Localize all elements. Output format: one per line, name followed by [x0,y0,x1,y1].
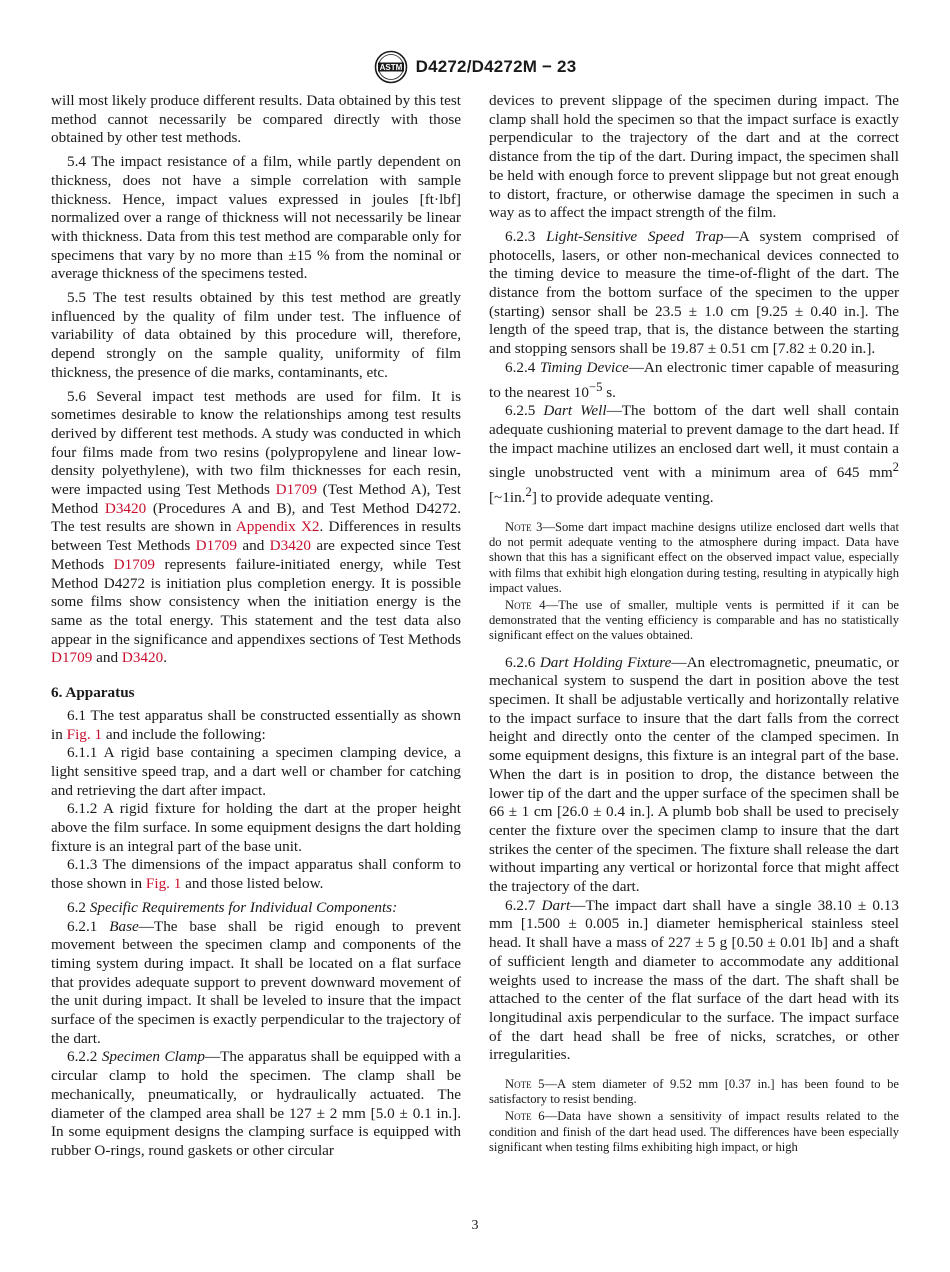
superscript: 2 [892,460,899,475]
link-d3420[interactable]: D3420 [104,499,147,517]
note-text: —Data have shown a sensitivity of impact results related to the condition and finish of the dart head used. The differences have been especially significant when testing films exhibiting high impact, or high [489,1109,899,1154]
clause-number: 6.2.7 [505,896,542,914]
text-run: and those listed below. [181,875,324,893]
text-run: and [237,537,270,555]
paragraph-6-2-3 [489,228,899,359]
paragraph-6-1-2: 6.1.2 A rigid fixture for holding the dart at the proper height above the film surface. In some equipment designs the dart holding fixture is an integral part of the base unit. [51,800,461,855]
clause-text: ] to provide adequate venting. [531,489,714,507]
superscript: −5 [588,379,603,394]
link-fig-1[interactable]: Fig. 1 [66,725,103,743]
right-column [489,92,899,1155]
note-label: Note 5 [505,1077,545,1092]
link-d1709[interactable]: D1709 [113,555,156,573]
clause-title: Specific Requirements for Individual Components: [89,898,398,916]
paragraph-6-2-2 [51,1048,461,1160]
page-number: 3 [471,1218,479,1233]
clause-text: [~1in. [489,489,526,507]
paragraph-6-1-1: 6.1.1 A rigid base containing a specimen clamping device, a light sensitive speed trap, and a dart well or chamber for catching and retrieving the dart after impact. [51,744,461,799]
paragraph-5-5: 5.5 The test results obtained by this test method are greatly influenced by the quality of film under test. The influence of variability of data obtained by this procedure will, therefore, depend strongly on the sample quality, uniformity of film thickness, the presence of die marks, contaminants, etc. [51,289,461,381]
page-header [0,50,950,84]
clause-text: s. [602,383,616,401]
text-run: 6.1.3 The dimensions of the impact apparatus shall conform to those shown in [51,856,461,893]
paragraph-5-6 [51,388,461,669]
paragraph-6-1 [51,707,461,744]
paragraph-6-1-3 [51,856,461,893]
clause-number: 6.2 [67,898,90,916]
link-d1709[interactable]: D1709 [275,481,317,499]
paragraph-6-2-7 [489,897,899,1065]
note-text: —The use of smaller, multiple vents is permitted if it can be demonstrated that the venting efficiency is comparable and has no statistically significant effect on the values obtained. [489,597,899,643]
clause-title: Timing Device [539,358,629,376]
note-6 [489,1109,899,1155]
clause-text: —An electronic timer capable of measuring to the nearest 10 [489,358,899,401]
clause-number: 6.2.5 [505,402,544,420]
clause-number: 6.2.2 [67,1048,102,1066]
clause-title: Specimen Clamp [101,1048,205,1066]
svg-text:ASTM: ASTM [379,63,402,72]
note-label: Note 4 [505,597,546,612]
note-4 [489,598,899,644]
link-d1709[interactable]: D1709 [51,649,93,667]
note-5 [489,1077,899,1107]
paragraph-6-2-1 [51,918,461,1049]
paragraph-5-4: 5.4 The impact resistance of a film, while partly dependent on thickness, does not have a simple correlation with sample thickness. Hence, impact values expressed in joules [ft·lbf] normalized over a range of thickness will not necessarily be linear with thickness. Data from this test method are comparable only for specimens that vary by no more than ±15 % from the nominal or average thickness of the specimens tested. [51,153,461,283]
clause-number: 6.2.4 [505,358,540,376]
clause-title: Dart Well [543,402,607,420]
text-run: . [163,649,168,667]
clause-title: Base [109,917,139,935]
text-run: 5.6 Several impact test methods are used for film. It is sometimes desirable to know the relationships among test results derived by different test methods. A study was conducted in which four films made from two resins (polypropylene and linear low-density polyethylene), with two film thicknesses for each resin, were impacted using Test Methods [51,387,461,499]
paragraph-6-2-6 [489,654,899,897]
note-text: —Some dart impact machine designs utilize enclosed dart wells that do not permit adequate venting to the atmosphere during impact. Data have shown that this has a significant effect on the observed impact value, especially with films that exhibit high elongation during testing, resulting in atypically high impact values. [489,519,899,595]
superscript: 2 [525,485,532,500]
clause-number: 6.2.6 [505,653,540,671]
text-run: and include the following: [102,725,266,743]
paragraph-continuation: will most likely produce different results. Data obtained by this test method cannot necessarily be compared directly with those obtained by other test methods. [51,92,461,147]
paragraph-6-2 [51,899,461,918]
clause-text: —The impact dart shall have a single 38.10 ± 0.13 mm [1.500 ± 0.005 in.] diameter hemispherical stainless steel head. It shall have a mass of 227 ± 5 g [0.50 ± 0.01 lb] and a shaft of sufficient length and diameter to accommodate any additional weights used to increase the mass of the dart. The shaft shall be attached to the center of the flat surface of the dart head with its longitudinal axis perpendicular to the surface. The impact surface of the dart head shall be free of nicks, scratches, or other irregularities. [489,896,899,1064]
astm-logo-icon [374,50,408,84]
paragraph-6-2-5 [489,402,899,508]
text-run: . Differences in results between Test Methods [51,518,461,555]
clause-text: —The bottom of the dart well shall contain adequate cushioning material to prevent damage to the dart head. If the impact machine utilizes an enclosed dart well, it must contain a single unobstructed vent with a minimum area of 645 mm [489,402,900,482]
link-fig-1[interactable]: Fig. 1 [145,875,182,893]
text-run: 6.1 The test apparatus shall be constructed essentially as shown in [51,706,461,743]
text-run: (Test Method A), Test Method [51,481,461,517]
paragraph-6-2-4 [489,359,899,402]
text-run: are expected since Test Methods [51,537,461,573]
text-run: represents failure-initiated energy, while Test Method D4272 is initiation plus completion energy. It is possible some films show consistency when the initiation energy is the same as the total energy. This statement and the test data also appear in the significance and appendixes sections of Test Methods [51,555,461,648]
link-appendix-x2[interactable]: Appendix X2 [235,518,320,536]
text-run: (Procedures A and B), and Test Method D4272. The test results are shown in [51,499,461,536]
note-label: Note 3 [505,519,543,534]
section-heading-apparatus: 6. Apparatus [51,684,135,702]
text-run: and [92,649,122,667]
clause-number: 6.2.3 [505,227,547,245]
note-text: —A stem diameter of 9.52 mm [0.37 in.] has been found to be satisfactory to resist bending. [489,1077,899,1107]
link-d3420[interactable]: D3420 [269,537,311,555]
left-column [51,92,461,1161]
clause-number: 6.2.1 [67,917,110,935]
clause-text: —An electromagnetic, pneumatic, or mechanical system to suspend the dart in position above the test specimen. It shall be adjustable vertically and horizontally relative to the impact surface to insure that the dart falls from the correct height and directly onto the center of the clamped specimen. In some equipment designs, this fixture is an integral part of the base. When the dart is in position to drop, the distance between the lower tip of the dart and the upper surface of the specimen shall be 66 ± 1 cm [26.0 ± 0.4 in.]. A plumb bob shall be used to precisely center the fixture over the specimen clamp to insure that the dart strikes the center of the specimen. The fixture shall release the dart without imparting any vertical or horizontal force that might affect the trajectory of the dart. [489,653,900,896]
clause-text: —The apparatus shall be equipped with a circular clamp to hold the specimen. The clamp shall be mechanically, pneumatically, or hydraulically actuated. The diameter of the clamped area shall be 127 ± 2 mm [5.0 ± 0.1 in.]. In some equipment designs the clamping surface is equipped with rubber O-rings, round gaskets or other circular [51,1048,461,1159]
clause-title: Dart Holding Fixture [539,653,672,671]
note-label: Note 6 [505,1109,545,1124]
clause-text: —The base shall be rigid enough to prevent movement between the specimen clamp and components of the timing system during impact. It shall be located on a flat surface that provides adequate support to prevent downward movement of the unit during impact. It shall be leveled to insure that the impact surface of the specimen is exactly perpendicular to the trajectory of the dart. [51,917,462,1047]
paragraph-continuation: devices to prevent slippage of the specimen during impact. The clamp shall hold the specimen so that the impact surface is exactly perpendicular to the trajectory of the dart and at the correct distance from the tip of the dart. During impact, the specimen shall be held with enough force to prevent slippage but not great enough to distort, fracture, or otherwise damage the specimen in such a way as to affect the impact strength of the film. [489,92,899,222]
link-d1709[interactable]: D1709 [195,537,237,555]
note-3 [489,520,899,596]
clause-title: Dart [541,896,571,914]
clause-text: —A system comprised of photocells, lasers, or other non-mechanical devices connected to the timing device to measure the time-of-flight of the dart. The distance from the bottom surface of the specimen to the upper (starting) sensor shall be 23.5 ± 1.0 cm [9.25 ± 0.40 in.]. The length of the speed trap, that is, the distance between the starting and stopping sensors shall be 19.87 ± 0.51 cm [7.82 ± 0.20 in.]. [489,227,899,358]
clause-title: Light-Sensitive Speed Trap [546,227,724,245]
document-designation: D4272/D4272M − 23 [415,57,577,76]
link-d3420[interactable]: D3420 [121,649,164,667]
